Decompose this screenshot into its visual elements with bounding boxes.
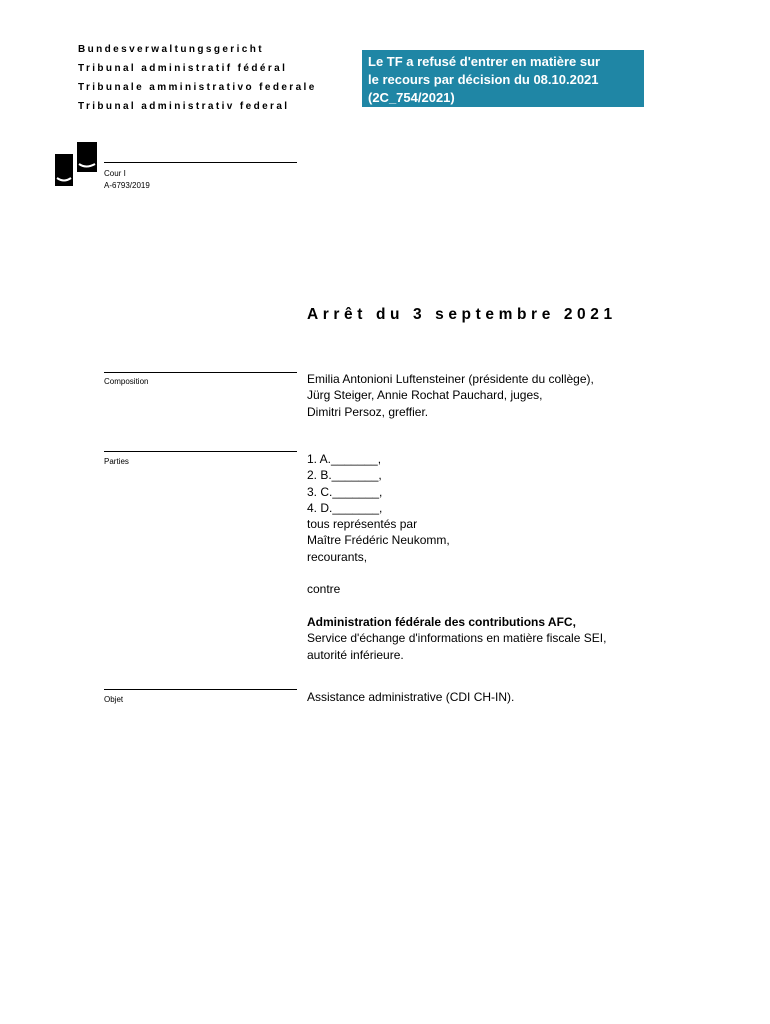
party-line: 3. C._______, bbox=[307, 484, 383, 499]
court-logo-icon bbox=[55, 142, 97, 186]
parties-text bbox=[307, 451, 606, 663]
objet-line: Assistance administrative (CDI CH-IN). bbox=[307, 690, 515, 704]
party-line: 1. A._______, bbox=[307, 452, 382, 466]
court-name-rm: Tribunal administrativ federal bbox=[78, 101, 290, 112]
composition-label: Composition bbox=[104, 377, 149, 386]
party-line: 2. B._______, bbox=[307, 468, 382, 483]
notice-line: Le TF a refusé d'entrer en matière sur bbox=[368, 54, 601, 69]
objet-text bbox=[307, 689, 514, 705]
versus-text: contre bbox=[307, 582, 341, 597]
court-division: Cour I bbox=[104, 169, 126, 178]
divider bbox=[104, 451, 297, 452]
divider bbox=[104, 372, 297, 373]
party-line: Maître Frédéric Neukomm, bbox=[307, 533, 450, 548]
court-name-it: Tribunale amministrativo federale bbox=[78, 82, 317, 93]
authority-line: autorité inférieure. bbox=[307, 647, 404, 662]
party-line: 4. D._______, bbox=[307, 500, 383, 515]
divider bbox=[104, 689, 297, 690]
composition-line: Dimitri Persoz, greffier. bbox=[307, 404, 429, 419]
case-number: A-6793/2019 bbox=[104, 181, 150, 190]
authority-line: Service d'échange d'informations en matière fiscale SEI, bbox=[307, 631, 607, 646]
composition-text bbox=[307, 371, 594, 420]
court-name-fr: Tribunal administratif fédéral bbox=[78, 63, 288, 74]
court-names bbox=[78, 40, 317, 116]
notice-line: (2C_754/2021) bbox=[368, 90, 455, 105]
composition-line: Jürg Steiger, Annie Rochat Pauchard, juges, bbox=[307, 388, 543, 403]
objet-label: Objet bbox=[104, 695, 124, 704]
authority-name: Administration fédérale des contributions AFC, bbox=[307, 614, 576, 629]
decision-notice bbox=[362, 50, 644, 107]
court-name-de: Bundesverwaltungsgericht bbox=[78, 44, 264, 55]
party-line: recourants, bbox=[307, 549, 368, 564]
parties-label: Parties bbox=[104, 457, 129, 466]
page-title: Arrêt du 3 septembre 2021 bbox=[307, 306, 617, 323]
composition-line: Emilia Antonioni Luftensteiner (présidente du collège), bbox=[307, 372, 594, 386]
party-line: tous représentés par bbox=[307, 517, 418, 532]
notice-line: le recours par décision du 08.10.2021 bbox=[368, 72, 599, 87]
divider bbox=[104, 162, 297, 163]
